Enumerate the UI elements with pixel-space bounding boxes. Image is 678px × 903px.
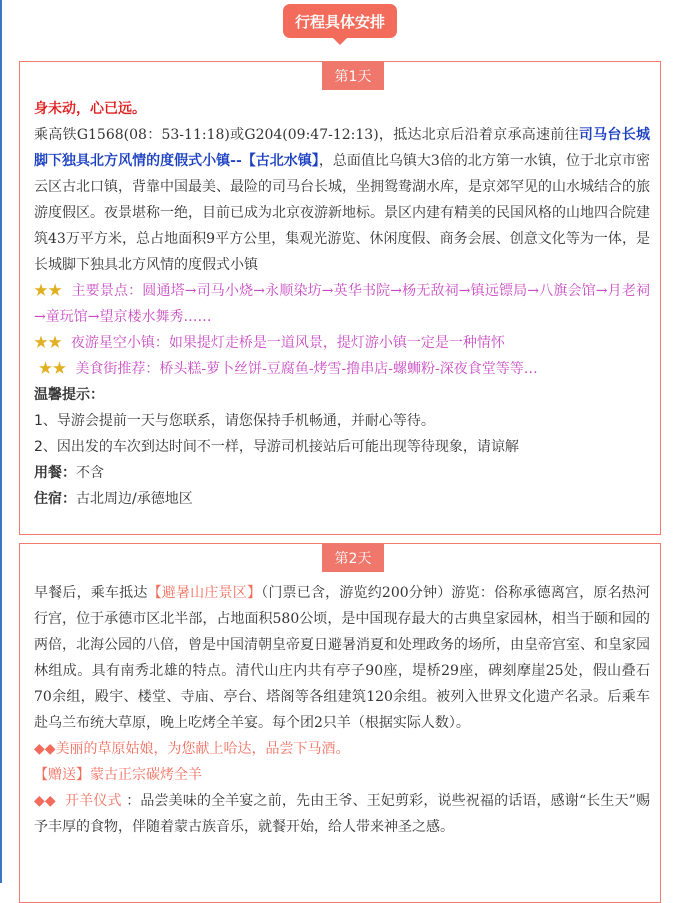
stay-label: 住宿： [34,491,76,507]
day-2-gift-line: 【赠送】蒙古正宗碳烤全羊 [34,767,202,783]
day-2-tab-label: 第2天 [334,551,372,567]
diamond-bullet-icon: ◆◆ [34,793,56,809]
day-1-intro-rest: ，总面值比乌镇大3倍的北方第一水镇，位于北京市密云区古北口镇，背靠中国最美、最险的司马台长城，坐拥鸳鸯湖水库，是京郊罕见的山水城结合的旅游度假区。夜景堪称一绝，目前已成为北京夜游新地标。景区内建有精美的民国风格的山地四合院建筑43万平方米，总占地面积9平方公里，集观光游览、休闲度假、商务会展、创意文化等为一体，是长城脚下独具北方风情的度假式小镇 [34,153,650,273]
stay-info [34,486,650,512]
day-1-content [34,96,650,512]
left-accent-rule [0,0,2,883]
tip-item: 1、导游会提前一天与您联系，请您保持手机畅通，并耐心等待。 [34,413,435,429]
section-title-badge [283,4,397,38]
day-2-p1-b: （门票已含，游览约200分钟）游览：俗称承德离宫，原名热河行宫，位于承德市区北半部，占地面积580公顷，是中国现存最大的古典皇家园林，相当于颐和园的两倍，北海公园的八倍，曾是中国清朝皇帝夏日避暑消夏和处理政务的场所，由皇帝宫室、和皇家园林组成。具有南秀北雄的特点。清代山庄内共有亭子90座，堤桥29座，碑刻摩崖25处，假山叠石70余组，殿宇、楼堂、寺庙、亭台、塔阁等各组建筑120余组。被列入世界文化遗产名录。后乘车赴乌兰布统大草原，晚上吃烤全羊宴。每个团2只羊（根据实际人数）。 [34,585,650,731]
day-1-card [19,61,661,535]
day-1-attractions [34,278,650,330]
ceremony-title: 开羊仪式 [65,793,122,809]
star-rating-icon: ★★ [34,335,62,351]
day-2-girls-line: ◆◆美丽的草原姑娘，为您献上哈达，品尝下马酒。 [34,741,350,757]
day-2-scenic-spot: 【避暑山庄景区】 [147,585,262,601]
day-2-ceremony [34,788,650,840]
day-1-food-text: 美食街推荐：桥头糕-萝卜丝饼-豆腐鱼-烤雪-撸串店-螺蛳粉-深夜食堂等等… [75,361,538,377]
tips-title: 温馨提示： [34,387,104,403]
day-2-card [19,543,661,903]
section-title: 行程具体安排 [294,12,385,31]
day-2-content [34,580,650,840]
stay-value: 古北周边/承德地区 [76,491,193,507]
meal-value: 不含 [76,465,104,481]
day-1-night-text: 夜游星空小镇：如果提灯走桥是一道风景，提灯游小镇一定是一种情怀 [70,335,505,351]
day-2-paragraph [34,580,650,736]
star-rating-icon: ★★ [34,283,63,299]
day-1-tab-label: 第1天 [334,69,372,85]
ceremony-text: ：品尝美味的全羊宴之前，先由王爷、王妃剪彩，说些祝福的话语，感谢“长生天”赐予丰厚的食物，伴随着蒙古族音乐，就餐开始，给人带来神圣之感。 [34,793,651,835]
meal-label: 用餐： [34,465,76,481]
day-1-intro [34,122,650,278]
star-rating-icon: ★★ [38,361,67,377]
day-1-slogan: 身未动，心已远。 [34,101,146,117]
day-1-intro-destination: 司马台长城脚下独具北方风情的度假式小镇--【古北水镇】 [34,127,650,169]
day-1-tab [322,62,384,90]
day-1-attractions-text: 主要景点：圆通塔→司马小烧→永顺染坊→英华书院→杨无敌祠→镇远镖局→八旗会馆→月老祠→童玩馆→望京楼水舞秀…… [34,283,650,325]
day-1-night [34,330,650,356]
meal-info [34,460,650,486]
day-1-intro-plain: 乘高铁G1568(08：53-11:18)或G204(09:47-12:13)，抵达北京后沿着京承高速前往 [34,127,579,143]
day-2-p1-a: 早餐后，乘车抵达 [34,585,148,601]
tip-item: 2、因出发的车次到达时间不一样，导游司机接站后可能出现等待现象，请谅解 [34,439,519,455]
day-2-tab [322,544,384,572]
day-1-food [34,356,650,382]
